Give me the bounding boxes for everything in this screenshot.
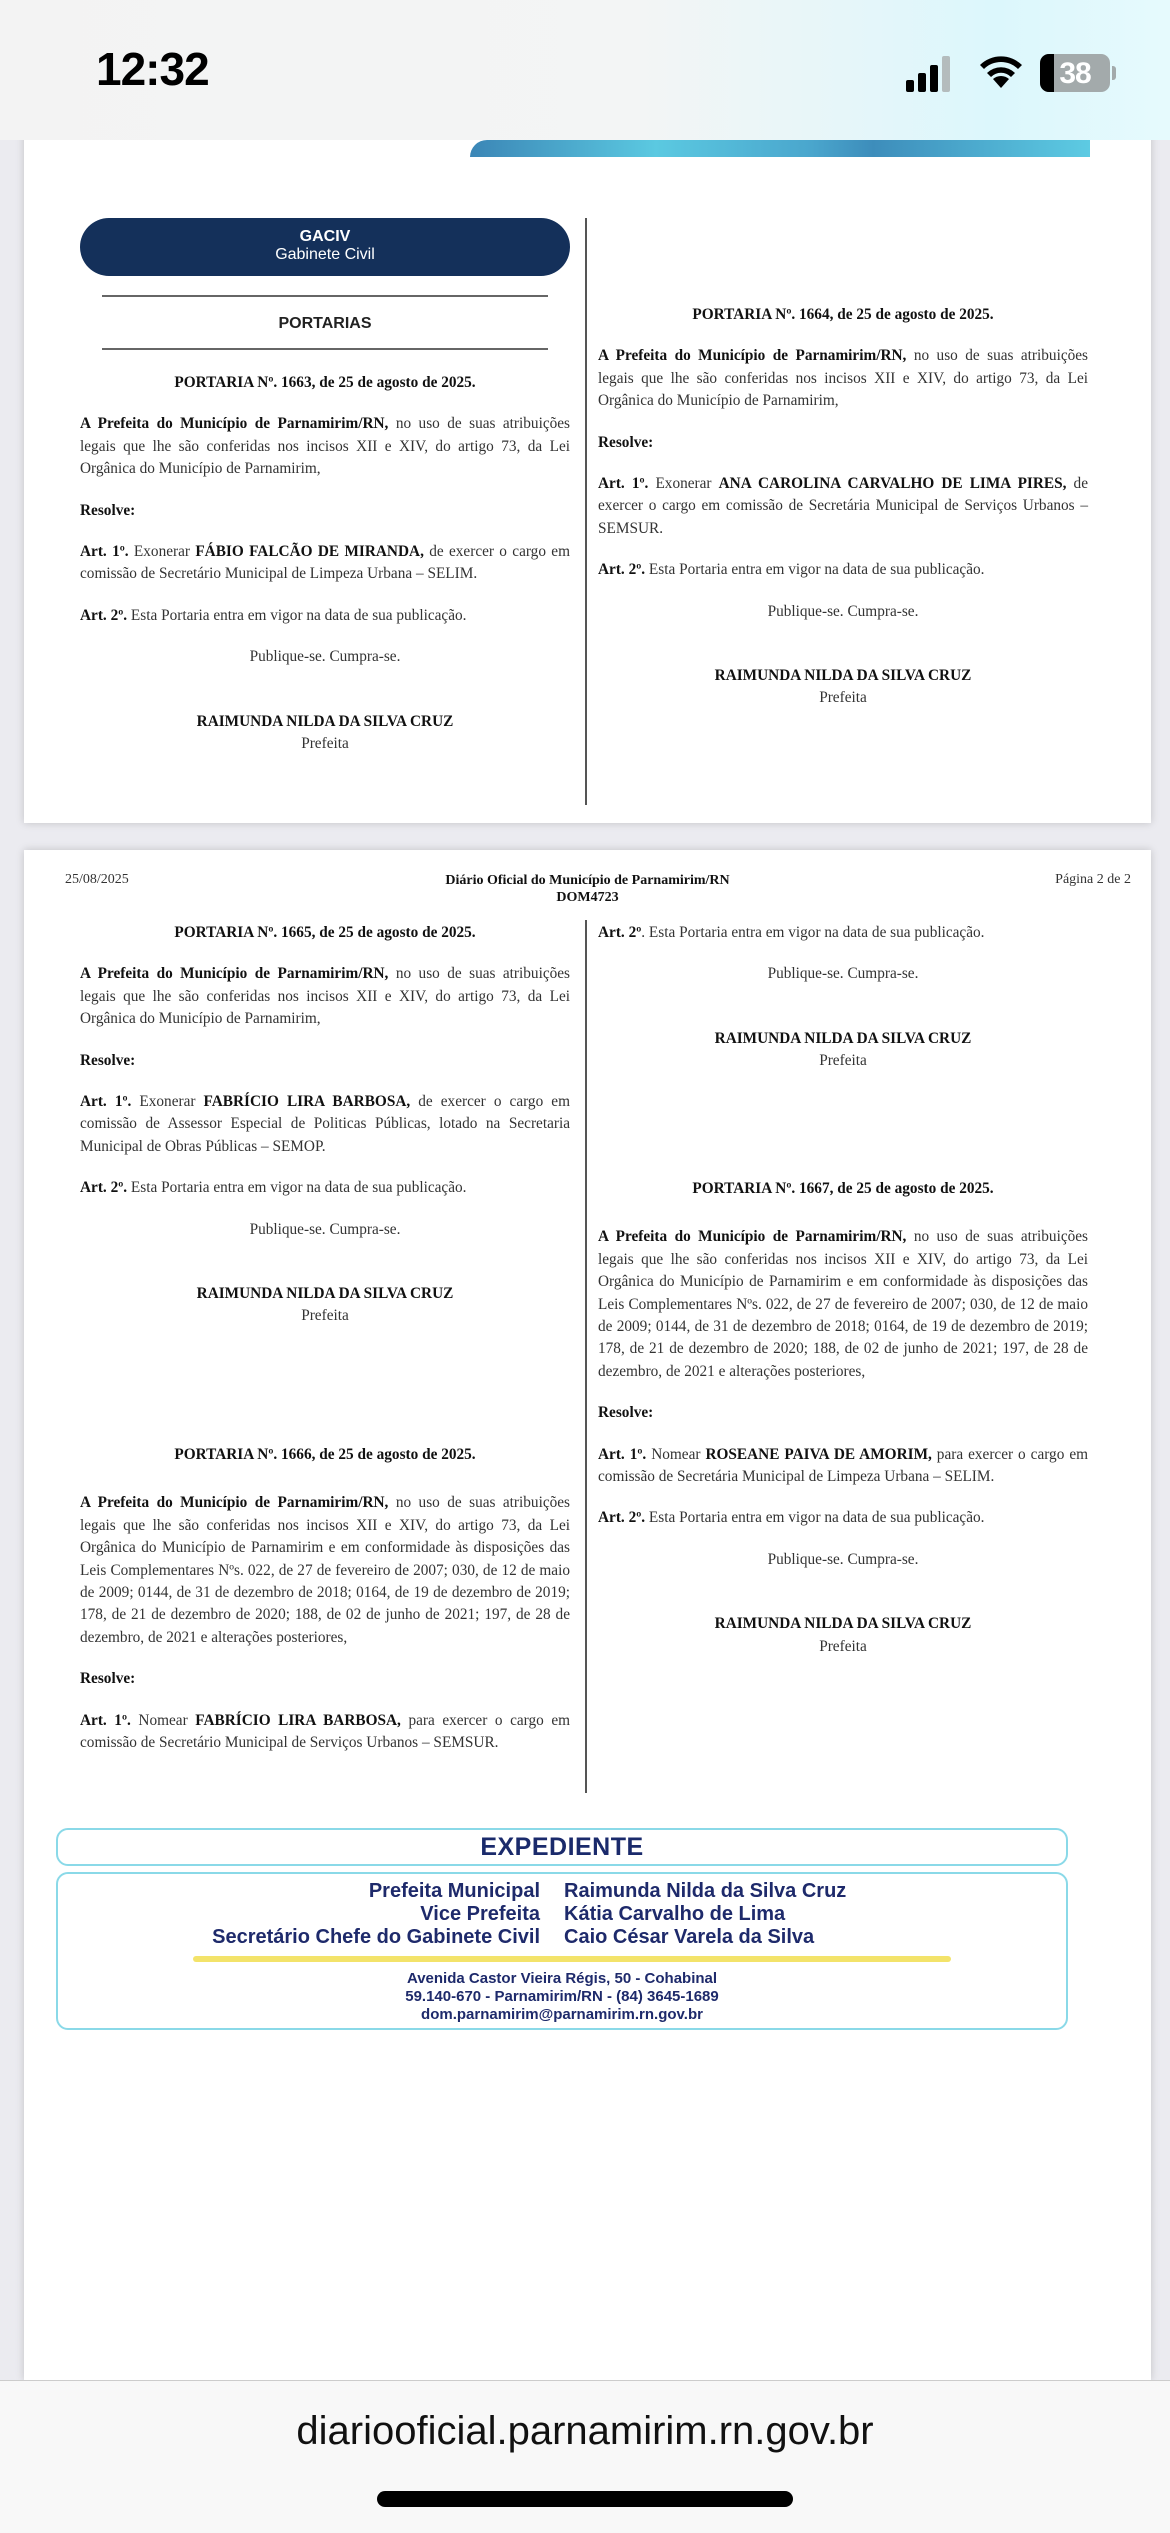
signer-name: RAIMUNDA NILDA DA SILVA CRUZ xyxy=(714,1029,972,1047)
staff-name: Caio César Varela da Silva xyxy=(564,1926,815,1948)
preamble: A Prefeita do Município de Parnamirim/RN, no uso de suas atribuições legais que lhe são conferidas nos incisos XII e XIV, do artigo 73, da Lei Orgânica do Município de Parnamirim, xyxy=(598,347,1089,410)
article-1: Art. 1º. Exonerar ANA CAROLINA CARVALHO DE LIMA PIRES, de exercer o cargo em comissão de Secretária Municipal de Serviços Urbanos – SEMSUR. xyxy=(598,475,1088,537)
staff-role: Secretário Chefe do Gabinete Civil xyxy=(212,1926,540,1948)
resolve-label: Resolve: xyxy=(80,501,136,519)
contact-info xyxy=(58,1970,1066,2024)
battery-level: 38 xyxy=(1059,57,1091,90)
column-divider xyxy=(585,218,587,805)
wifi-icon xyxy=(978,50,1024,90)
article-2: Art. 2º. Esta Portaria entra em vigor na data de sua publicação. xyxy=(598,1509,985,1527)
staff-name: Raimunda Nilda da Silva Cruz xyxy=(564,1880,847,1902)
battery-tip xyxy=(1112,66,1116,80)
portaria-1665 xyxy=(80,922,570,1328)
section-title: PORTARIAS xyxy=(278,315,372,332)
edition-number: DOM4723 xyxy=(556,890,619,905)
divider-line xyxy=(102,295,548,297)
closing: Publique-se. Cumpra-se. xyxy=(767,965,919,983)
preamble: A Prefeita do Município de Parnamirim/RN, no uso de suas atribuições legais que lhe são conferidas nos incisos XII e XIV, do artigo 73, da Lei Orgânica do Município de Parnamirim, xyxy=(80,415,571,478)
journal-name: Diário Oficial do Município de Parnamirim/RN xyxy=(445,873,730,888)
section-badge-acronym: GACIV xyxy=(299,228,351,245)
preamble: A Prefeita do Município de Parnamirim/RN, no uso de suas atribuições legais que lhe são conferidas nos incisos XII e XIV, do artigo 73, da Lei Orgânica do Município de Parnamirim, xyxy=(80,965,571,1028)
resolve-label: Resolve: xyxy=(598,1404,654,1422)
portaria-1666 xyxy=(80,1444,570,1754)
signer-role: Prefeita xyxy=(301,735,349,753)
expediente-title: EXPEDIENTE xyxy=(480,1833,644,1861)
signal-icon xyxy=(906,52,954,92)
staff-role: Vice Prefeita xyxy=(420,1903,540,1925)
battery-icon xyxy=(1040,54,1110,92)
section-badge-name: Gabinete Civil xyxy=(275,246,375,263)
resolve-label: Resolve: xyxy=(80,1051,136,1069)
signer-name: RAIMUNDA NILDA DA SILVA CRUZ xyxy=(714,667,972,685)
divider-line xyxy=(102,348,548,350)
portaria-1664 xyxy=(598,304,1088,710)
article-2: Art. 2º. Esta Portaria entra em vigor na data de sua publicação. xyxy=(80,1179,467,1197)
signer-role: Prefeita xyxy=(301,1307,349,1325)
document-page-1 xyxy=(24,120,1151,823)
expediente-staff xyxy=(58,1880,1066,1949)
portaria-title: PORTARIA Nº. 1667, de 25 de agosto de 2025. xyxy=(692,1180,994,1197)
closing: Publique-se. Cumpra-se. xyxy=(767,1550,919,1568)
publication-date: 25/08/2025 xyxy=(65,872,129,887)
status-time: 12:32 xyxy=(96,43,209,95)
signer-role: Prefeita xyxy=(819,1637,867,1655)
article-1: Art. 1º. Exonerar FÁBIO FALCÃO DE MIRANDA, de exercer o cargo em comissão de Secretário Municipal de Limpeza Urbana – SELIM. xyxy=(80,543,570,583)
contact-email: dom.parnamirim@parnamirim.rn.gov.br xyxy=(421,2006,703,2023)
article-1: Art. 1º. Exonerar FABRÍCIO LIRA BARBOSA, de exercer o cargo em comissão de Assessor Especial de Politicas Públicas, lotado na Secretaria Municipal de Obras Públicas – SEMOP. xyxy=(80,1093,570,1155)
portaria-1663 xyxy=(80,372,570,755)
article-2: Art. 2º. Esta Portaria entra em vigor na data de sua publicação. xyxy=(598,561,985,579)
closing: Publique-se. Cumpra-se. xyxy=(249,648,401,666)
article-2: Art. 2º. Esta Portaria entra em vigor na data de sua publicação. xyxy=(598,924,985,941)
article-2: Art. 2º. Esta Portaria entra em vigor na data de sua publicação. xyxy=(80,606,467,624)
home-indicator[interactable] xyxy=(377,2491,793,2507)
portaria-title: PORTARIA Nº. 1666, de 25 de agosto de 2025. xyxy=(174,1446,476,1463)
resolve-label: Resolve: xyxy=(80,1670,136,1688)
closing: Publique-se. Cumpra-se. xyxy=(767,602,919,620)
staff-name: Kátia Carvalho de Lima xyxy=(564,1903,786,1925)
section-badge xyxy=(80,218,570,276)
signer-name: RAIMUNDA NILDA DA SILVA CRUZ xyxy=(196,712,454,730)
signer-name: RAIMUNDA NILDA DA SILVA CRUZ xyxy=(196,1285,454,1303)
address-bar-url[interactable]: diariooficial.parnamirim.rn.gov.br xyxy=(296,2409,874,2453)
staff-role: Prefeita Municipal xyxy=(368,1880,540,1902)
staff-row xyxy=(58,1903,1066,1926)
portaria-1667 xyxy=(598,1178,1088,1658)
document-page-2 xyxy=(24,850,1151,2380)
expediente-box xyxy=(56,1872,1068,2030)
column-divider xyxy=(585,920,587,1793)
preamble: A Prefeita do Município de Parnamirim/RN, no uso de suas atribuições legais que lhe são conferidas nos incisos XII e XIV, do artigo 73, da Lei Orgânica do Município de Parnamirim e em conformidade às disposições das Leis Complementares Nºs. 022, de 27 de fevereiro de 2007; 030, de 12 de maio de 2009; 0144, de 31 de dezembro de 2018; 0164, de 19 de dezembro de 2019; 178, de 21 de dezembro de 2020; 188, de 02 de junho de 2021; 197, de 28 de dezembro, de 2021 e alterações posteriores, xyxy=(80,1494,571,1646)
signer-role: Prefeita xyxy=(819,1052,867,1070)
page-number: Página 2 de 2 xyxy=(1055,872,1131,887)
portaria-title: PORTARIA Nº. 1665, de 25 de agosto de 2025. xyxy=(174,924,476,941)
closing: Publique-se. Cumpra-se. xyxy=(249,1220,401,1238)
signer-name: RAIMUNDA NILDA DA SILVA CRUZ xyxy=(714,1615,972,1633)
article-1: Art. 1º. Nomear FABRÍCIO LIRA BARBOSA, para exercer o cargo em comissão de Secretário Municipal de Serviços Urbanos – SEMSUR. xyxy=(80,1711,571,1752)
expediente-header xyxy=(56,1828,1068,1866)
portaria-title: PORTARIA Nº. 1663, de 25 de agosto de 2025. xyxy=(174,374,476,391)
resolve-label: Resolve: xyxy=(598,433,654,451)
portaria-1666-continued xyxy=(598,922,1088,1073)
address-line-2: 59.140-670 - Parnamirim/RN - (84) 3645-1689 xyxy=(405,1988,719,2005)
browser-bottom-bar xyxy=(0,2380,1170,2533)
preamble: A Prefeita do Município de Parnamirim/RN, no uso de suas atribuições legais que lhe são conferidas nos incisos XII e XIV, do artigo 73, da Lei Orgânica do Município de Parnamirim e em conformidade às disposições das Leis Complementares Nºs. 022, de 27 de fevereiro de 2007; 030, de 12 de maio de 2009; 0144, de 31 de dezembro de 2018; 0164, de 19 de dezembro de 2019; 178, de 21 de dezembro de 2020; 188, de 02 de junho de 2021; 197, de 28 de dezembro, de 2021 e alterações posteriores, xyxy=(598,1228,1089,1380)
yellow-rule xyxy=(193,1956,951,1962)
portaria-title: PORTARIA Nº. 1664, de 25 de agosto de 2025. xyxy=(692,306,994,323)
signer-role: Prefeita xyxy=(819,689,867,707)
article-1: Art. 1º. Nomear ROSEANE PAIVA DE AMORIM, para exercer o cargo em comissão de Secretária Municipal de Limpeza Urbana – SELIM. xyxy=(598,1445,1089,1486)
staff-row xyxy=(58,1880,1066,1903)
staff-row xyxy=(58,1926,1066,1949)
address-line-1: Avenida Castor Vieira Régis, 50 - Cohabinal xyxy=(406,1970,718,1987)
status-bar xyxy=(0,0,1170,140)
journal-header xyxy=(24,872,1151,906)
header-banner xyxy=(470,140,1090,157)
